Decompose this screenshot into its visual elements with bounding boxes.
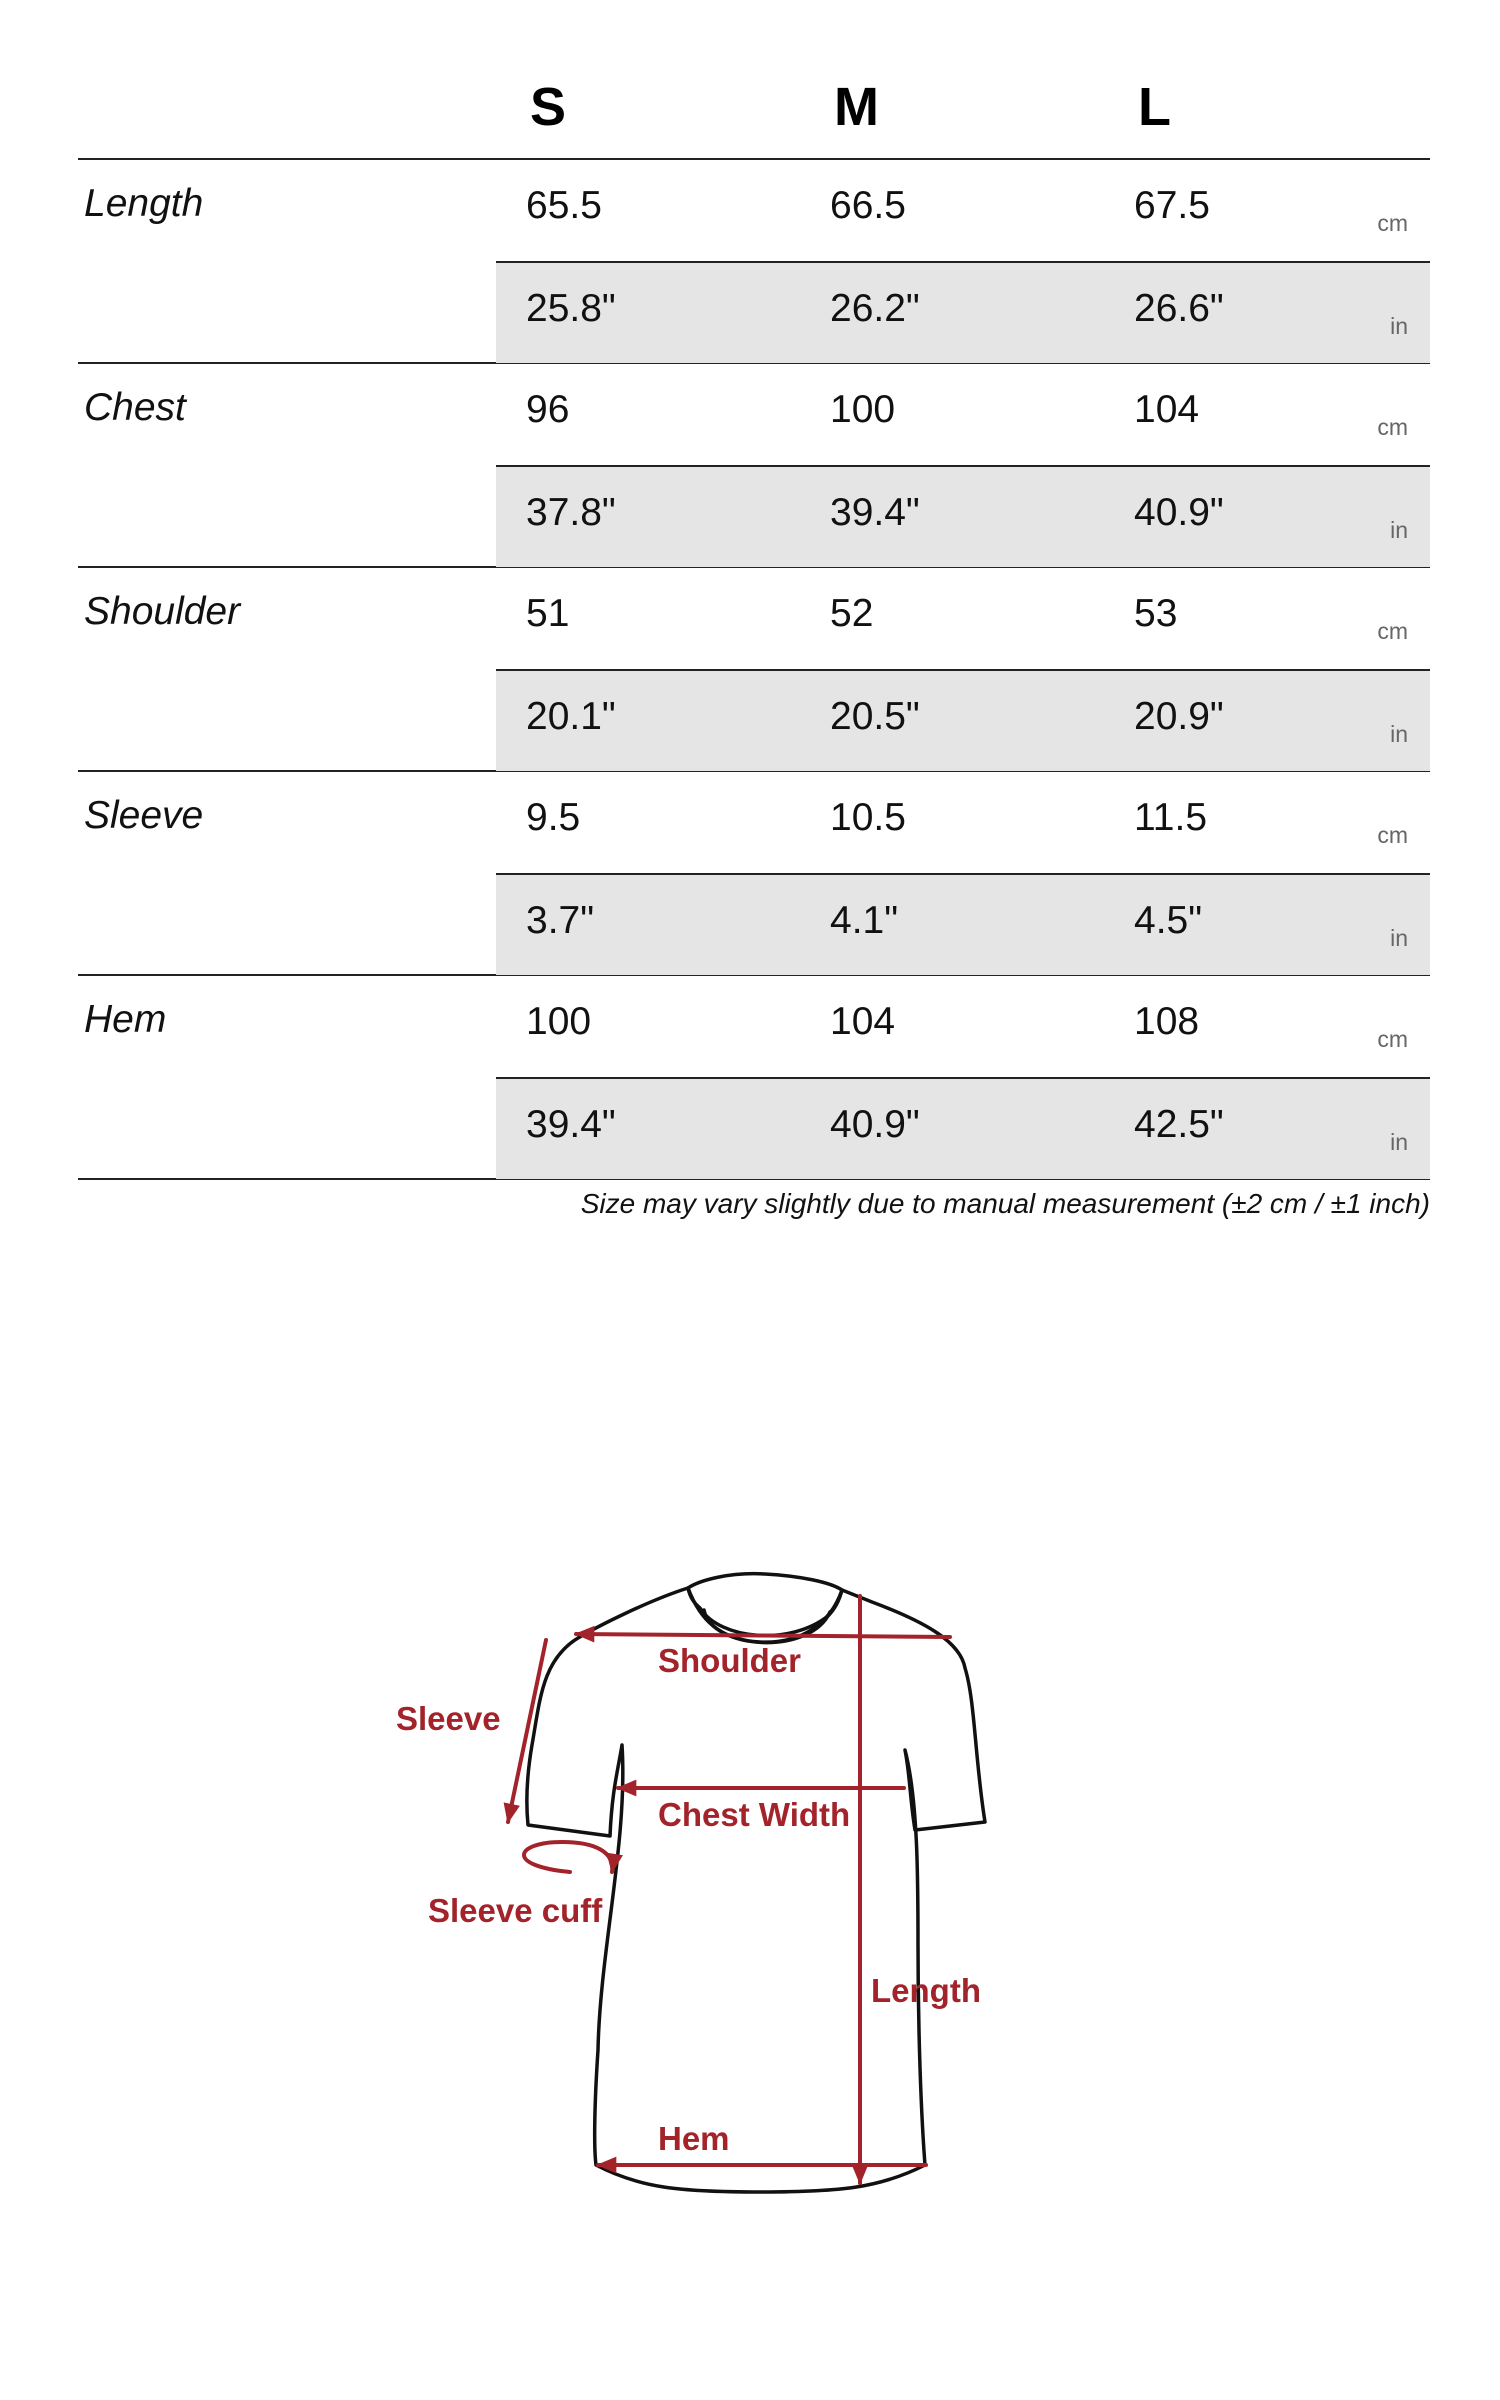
- sleeve-arrow: [508, 1640, 546, 1822]
- sleeve-cuff-label: Sleeve cuff: [428, 1892, 603, 1929]
- measure-group-length: [78, 160, 1430, 364]
- hem-in-row: [496, 1077, 1430, 1179]
- chest-in-l-value: 40.9": [1134, 491, 1224, 534]
- shoulder-label: Shoulder: [658, 1642, 802, 1679]
- measure-label-length: Length: [84, 182, 204, 225]
- length-label: Length: [871, 1972, 981, 2009]
- shoulder-cm-m-value: 52: [830, 592, 874, 635]
- length-cm-l-value: 67.5: [1134, 184, 1210, 227]
- length-cm-m-value: 66.5: [830, 184, 906, 227]
- cm-unit-label: cm: [1377, 210, 1408, 236]
- chest-cm-l-value: 104: [1134, 388, 1200, 431]
- cm-unit-label: cm: [1377, 618, 1408, 644]
- sleeve-cm-l-value: 11.5: [1134, 796, 1208, 839]
- size-header-l: L: [1138, 77, 1171, 137]
- shoulder-cm-l-value: 53: [1134, 592, 1178, 635]
- chest-in-row: [496, 465, 1430, 567]
- cm-unit-label: cm: [1377, 414, 1408, 440]
- sleeve-cm-m-value: 10.5: [830, 796, 906, 839]
- size-header-row: [78, 62, 1430, 160]
- sleeve-cm-s-value: 9.5: [526, 796, 581, 839]
- hem-cm-m-value: 104: [830, 1000, 896, 1043]
- in-unit-label: in: [1390, 313, 1408, 339]
- in-unit-label: in: [1390, 721, 1408, 747]
- measure-label-hem: Hem: [84, 998, 167, 1041]
- chest-in-m-value: 39.4": [830, 491, 920, 534]
- sleeve-in-m-value: 4.1": [830, 899, 899, 942]
- cm-unit-label: cm: [1377, 1026, 1408, 1052]
- shoulder-cm-s-value: 51: [526, 592, 570, 635]
- shoulder-arrow: [576, 1634, 950, 1637]
- chest-cm-row: [496, 364, 1430, 464]
- chest-cm-m-value: 100: [830, 388, 896, 431]
- measurement-rows: [78, 160, 1430, 1180]
- shoulder-in-l-value: 20.9": [1134, 695, 1224, 738]
- length-cm-row: [496, 160, 1430, 260]
- chest-cm-s-value: 96: [526, 388, 570, 431]
- size-header-s: S: [530, 77, 567, 137]
- measure-group-hem: [78, 976, 1430, 1180]
- sleeve-cuff-arrow: [524, 1842, 612, 1872]
- chest-in-s-value: 37.8": [526, 491, 616, 534]
- measure-label-chest: Chest: [84, 386, 186, 429]
- in-unit-label: in: [1390, 925, 1408, 951]
- measure-group-shoulder: [78, 568, 1430, 772]
- cm-unit-label: cm: [1377, 822, 1408, 848]
- measure-label-sleeve: Sleeve: [84, 794, 204, 837]
- sleeve-in-row: [496, 873, 1430, 975]
- measurement-note: Size may vary slightly due to manual measurement (±2 cm / ±1 inch): [580, 1188, 1430, 1219]
- size-chart-table: [78, 62, 1430, 1180]
- hem-cm-s-value: 100: [526, 1000, 592, 1043]
- sleeve-label: Sleeve: [396, 1700, 501, 1737]
- shoulder-in-s-value: 20.1": [526, 695, 616, 738]
- chest-width-label: Chest Width: [658, 1796, 851, 1833]
- sleeve-in-s-value: 3.7": [526, 899, 595, 942]
- hem-in-s-value: 39.4": [526, 1103, 616, 1146]
- sleeve-cm-row: [496, 772, 1430, 872]
- length-in-m-value: 26.2": [830, 287, 920, 330]
- sleeve-in-l-value: 4.5": [1134, 899, 1203, 942]
- measure-group-sleeve: [78, 772, 1430, 976]
- hem-cm-row: [496, 976, 1430, 1076]
- measurement-arrows: [508, 1596, 950, 2183]
- size-header-m: M: [834, 77, 879, 137]
- measure-label-shoulder: Shoulder: [84, 590, 241, 633]
- in-unit-label: in: [1390, 517, 1408, 543]
- hem-in-l-value: 42.5": [1134, 1103, 1224, 1146]
- shoulder-in-row: [496, 669, 1430, 771]
- measure-group-chest: [78, 364, 1430, 568]
- length-in-row: [496, 261, 1430, 363]
- hem-label: Hem: [658, 2120, 730, 2157]
- in-unit-label: in: [1390, 1129, 1408, 1155]
- length-in-l-value: 26.6": [1134, 287, 1224, 330]
- hem-in-m-value: 40.9": [830, 1103, 920, 1146]
- length-in-s-value: 25.8": [526, 287, 616, 330]
- shoulder-cm-row: [496, 568, 1430, 668]
- length-cm-s-value: 65.5: [526, 184, 602, 227]
- hem-cm-l-value: 108: [1134, 1000, 1200, 1043]
- shoulder-in-m-value: 20.5": [830, 695, 920, 738]
